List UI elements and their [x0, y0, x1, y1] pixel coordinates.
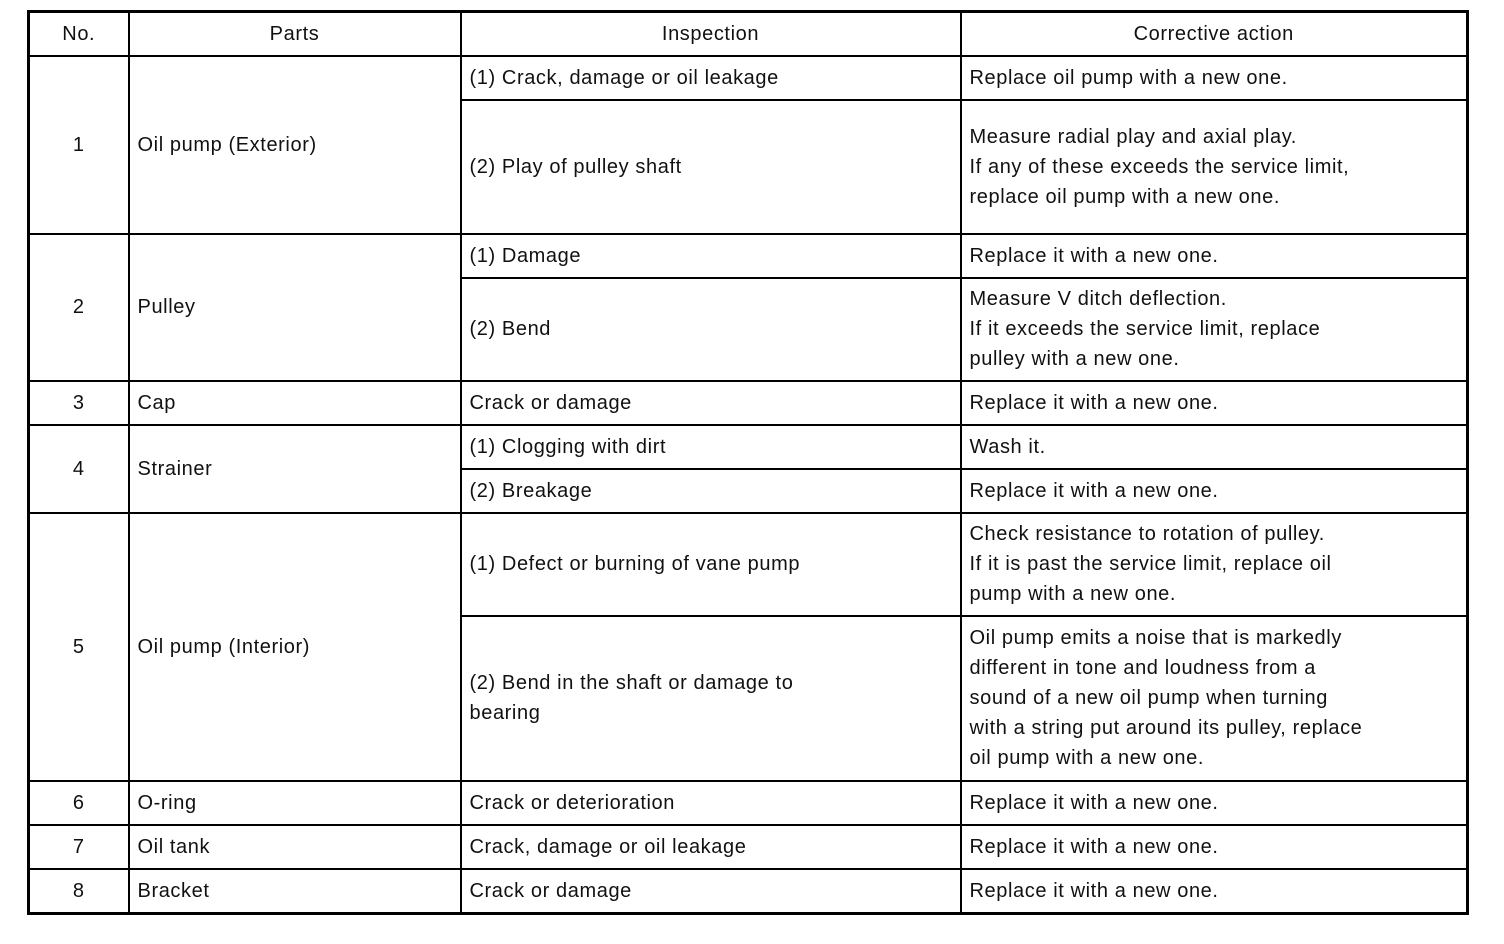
inspection-cell: Crack or damage [461, 381, 961, 425]
part-name: Oil pump (Interior) [129, 513, 461, 781]
inspection-cell: Crack or damage [461, 869, 961, 914]
table-row [29, 234, 1468, 278]
inspection-cell: (1) Clogging with dirt [461, 425, 961, 469]
inspection-cell: Crack or deterioration [461, 781, 961, 825]
inspection-cell: (2) Breakage [461, 469, 961, 513]
corrective-action-cell: Replace oil pump with a new one. [961, 56, 1468, 100]
table-row [29, 513, 1468, 616]
header-inspection: Inspection [461, 12, 961, 56]
corrective-action-cell: Measure V ditch deflection. If it exceeds the service limit, replace pulley with a new one. [961, 278, 1468, 381]
inspection-cell: (2) Bend in the shaft or damage to bearing [461, 616, 961, 781]
part-name: Pulley [129, 234, 461, 381]
inspection-cell: (1) Defect or burning of vane pump [461, 513, 961, 616]
inspection-cell: (1) Crack, damage or oil leakage [461, 56, 961, 100]
corrective-action-cell: Replace it with a new one. [961, 825, 1468, 869]
part-number: 2 [29, 234, 129, 381]
table-row [29, 869, 1468, 914]
inspection-cell: (2) Play of pulley shaft [461, 100, 961, 234]
header-corrective-action: Corrective action [961, 12, 1468, 56]
part-name: O-ring [129, 781, 461, 825]
table-row [29, 825, 1468, 869]
corrective-action-cell: Measure radial play and axial play. If any of these exceeds the service limit, replace oil pump with a new one. [961, 100, 1468, 234]
corrective-action-cell: Replace it with a new one. [961, 234, 1468, 278]
part-number: 7 [29, 825, 129, 869]
part-number: 5 [29, 513, 129, 781]
corrective-action-cell: Replace it with a new one. [961, 781, 1468, 825]
inspection-table [27, 10, 1469, 915]
part-number: 6 [29, 781, 129, 825]
corrective-action-cell: Replace it with a new one. [961, 869, 1468, 914]
corrective-action-cell: Wash it. [961, 425, 1468, 469]
header-row [29, 12, 1468, 56]
part-name: Oil pump (Exterior) [129, 56, 461, 234]
part-name: Cap [129, 381, 461, 425]
corrective-action-cell: Replace it with a new one. [961, 381, 1468, 425]
table-row [29, 381, 1468, 425]
corrective-action-cell: Check resistance to rotation of pulley. If it is past the service limit, replace oil pump with a new one. [961, 513, 1468, 616]
inspection-cell: (1) Damage [461, 234, 961, 278]
table-row [29, 56, 1468, 100]
corrective-action-cell: Replace it with a new one. [961, 469, 1468, 513]
header-parts: Parts [129, 12, 461, 56]
corrective-action-cell: Oil pump emits a noise that is markedly different in tone and loudness from a sound of a new oil pump when turning with a string put around its pulley, replace oil pump with a new one. [961, 616, 1468, 781]
inspection-cell: (2) Bend [461, 278, 961, 381]
part-name: Bracket [129, 869, 461, 914]
header-no: No. [29, 12, 129, 56]
part-number: 4 [29, 425, 129, 513]
part-number: 8 [29, 869, 129, 914]
inspection-cell: Crack, damage or oil leakage [461, 825, 961, 869]
part-name: Oil tank [129, 825, 461, 869]
table-row [29, 425, 1468, 469]
part-name: Strainer [129, 425, 461, 513]
table-row [29, 781, 1468, 825]
part-number: 3 [29, 381, 129, 425]
part-number: 1 [29, 56, 129, 234]
